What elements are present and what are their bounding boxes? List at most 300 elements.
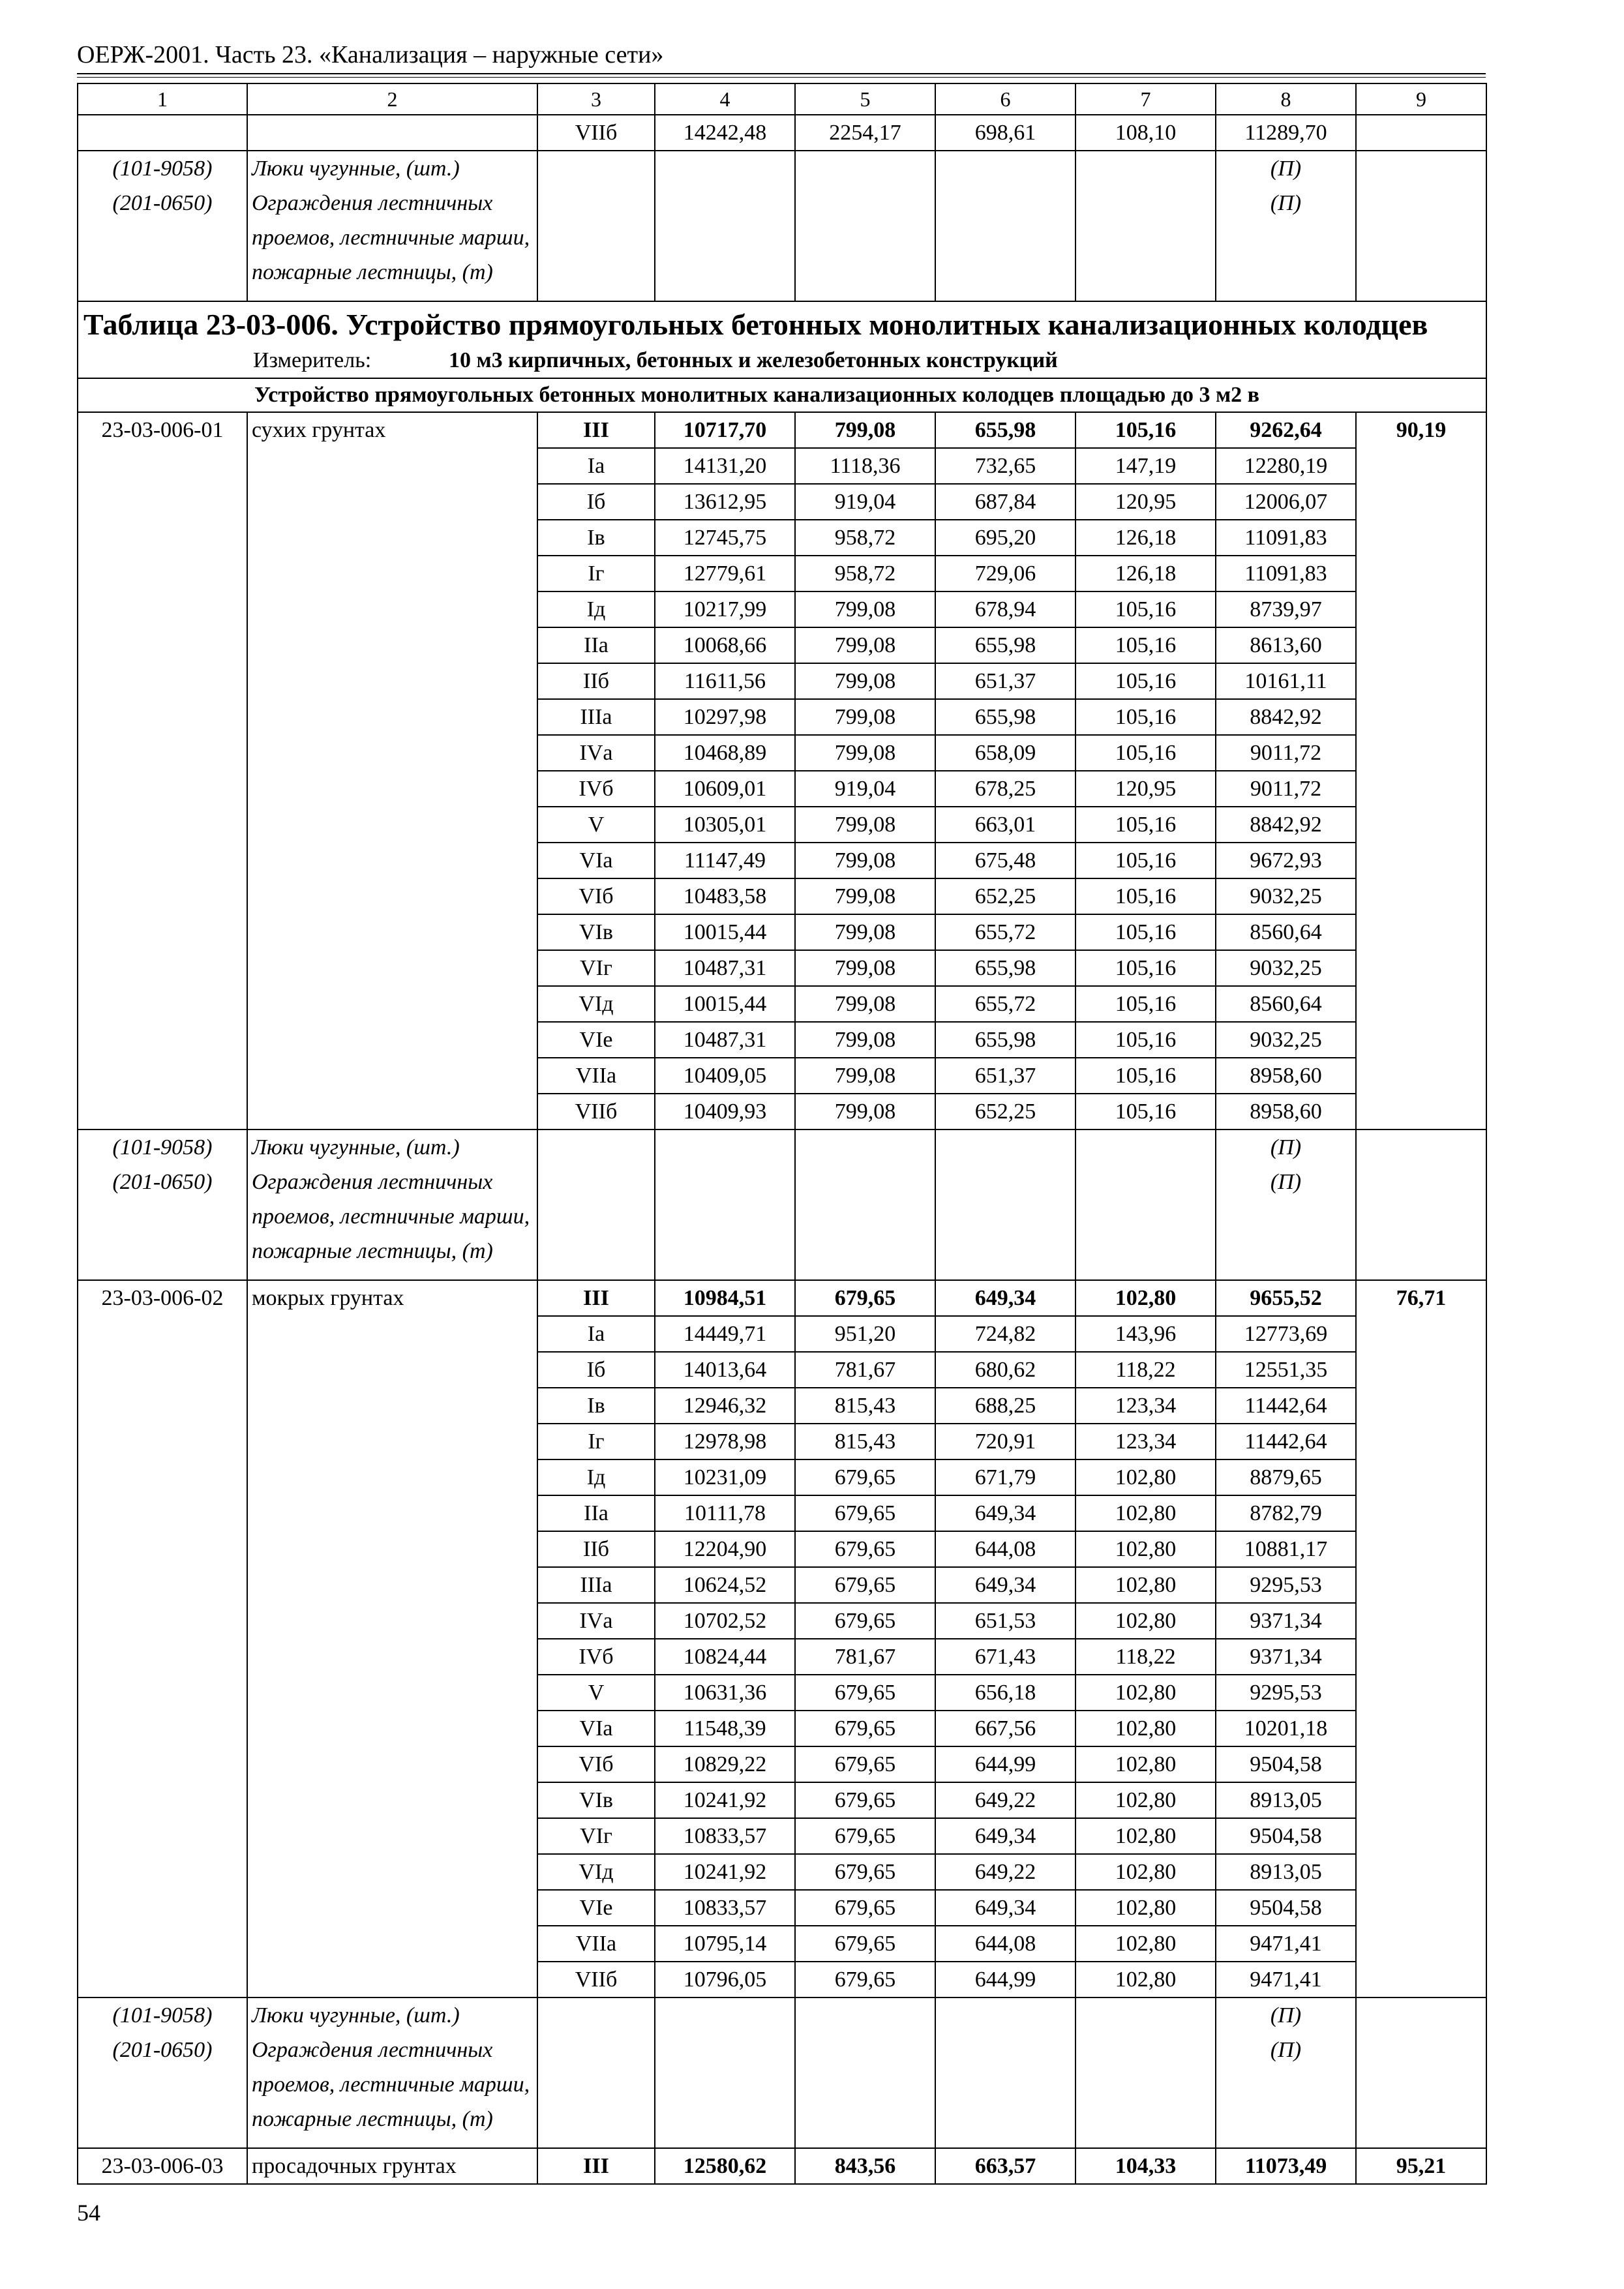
rate-value: 799,08: [795, 627, 935, 663]
region-zone: Iб: [537, 484, 655, 520]
rate-value: 671,43: [935, 1639, 1075, 1675]
header-rule: [77, 73, 1486, 78]
rate-value: 9504,58: [1216, 1890, 1356, 1926]
rate-value: 655,72: [935, 914, 1075, 950]
rate-value: 9011,72: [1216, 771, 1356, 807]
empty-cell: [537, 1130, 655, 1280]
rate-value: 10624,52: [655, 1567, 795, 1603]
column-number: 8: [1216, 83, 1356, 115]
rate-value: 12204,90: [655, 1531, 795, 1567]
material-code: (101-9058): [112, 157, 213, 181]
empty-cell: [1356, 151, 1486, 301]
region-zone: IIа: [537, 627, 655, 663]
material-value: (П): [1270, 2003, 1302, 2027]
item-name: сухих грунтах: [247, 412, 537, 1130]
rate-value: 649,34: [935, 1280, 1075, 1316]
material-codes: [78, 151, 247, 301]
rate-value: 679,65: [795, 1531, 935, 1567]
rate-value: 11147,49: [655, 843, 795, 878]
rate-value: 9471,41: [1216, 1926, 1356, 1962]
material-value: (П): [1270, 1170, 1302, 1194]
region-zone: Iв: [537, 1388, 655, 1424]
meter-label: Измеритель:: [253, 348, 372, 372]
empty-cell: [537, 1997, 655, 2148]
region-zone: VIIб: [537, 1962, 655, 1997]
rate-value: 102,80: [1075, 1603, 1216, 1639]
region-zone: IVа: [537, 735, 655, 771]
rate-value: 649,34: [935, 1890, 1075, 1926]
empty-cell: [537, 151, 655, 301]
material-code: (201-0650): [112, 191, 213, 215]
rate-value: 118,22: [1075, 1352, 1216, 1388]
rate-value: 9295,53: [1216, 1567, 1356, 1603]
labor-cost: 95,21: [1356, 2148, 1486, 2184]
rate-value: 10231,09: [655, 1459, 795, 1495]
rate-value: 8913,05: [1216, 1854, 1356, 1890]
rate-value: 9672,93: [1216, 843, 1356, 878]
region-zone: Iа: [537, 448, 655, 484]
region-zone: Iб: [537, 1352, 655, 1388]
material-code: (201-0650): [112, 1170, 213, 1194]
region-zone: IIIа: [537, 699, 655, 735]
rate-value: 102,80: [1075, 1818, 1216, 1854]
rate-value: 799,08: [795, 914, 935, 950]
rate-value: 651,53: [935, 1603, 1075, 1639]
rate-value: 8739,97: [1216, 591, 1356, 627]
material-name: Люки чугунные, (шт.): [252, 2003, 460, 2027]
rate-value: 679,65: [795, 1962, 935, 1997]
rate-value: 815,43: [795, 1424, 935, 1459]
empty-cell: [247, 115, 537, 151]
rate-value: 724,82: [935, 1316, 1075, 1352]
column-number: 9: [1356, 83, 1486, 115]
region-zone: III: [537, 412, 655, 448]
empty-cell: [78, 115, 247, 151]
column-number: 4: [655, 83, 795, 115]
rate-value: 105,16: [1075, 627, 1216, 663]
rate-value: 781,67: [795, 1639, 935, 1675]
rate-value: 10468,89: [655, 735, 795, 771]
rate-value: 11442,64: [1216, 1424, 1356, 1459]
rate-value: 9295,53: [1216, 1675, 1356, 1711]
region-zone: VIIа: [537, 1058, 655, 1094]
rate-value: 10487,31: [655, 1022, 795, 1058]
rate-value: 8613,60: [1216, 627, 1356, 663]
rate-value: 9504,58: [1216, 1818, 1356, 1854]
column-number: 2: [247, 83, 537, 115]
material-name: Ограждения лестничных проемов, лестничные марши, пожарные лестницы, (т): [252, 2038, 530, 2131]
region-zone: V: [537, 1675, 655, 1711]
rate-value: 102,80: [1075, 1495, 1216, 1531]
empty-cell: [655, 1130, 795, 1280]
rate-value: 679,65: [795, 1603, 935, 1639]
rate-value: 102,80: [1075, 1675, 1216, 1711]
rate-value: 799,08: [795, 1094, 935, 1130]
rate-value: 651,37: [935, 1058, 1075, 1094]
rate-value: 10824,44: [655, 1639, 795, 1675]
rate-value: 10015,44: [655, 986, 795, 1022]
rate-value: 655,98: [935, 699, 1075, 735]
material-name: Люки чугунные, (шт.): [252, 1135, 460, 1159]
labor-cost: 76,71: [1356, 1280, 1486, 1997]
material-name: Люки чугунные, (шт.): [252, 157, 460, 181]
rate-value: 14242,48: [655, 115, 795, 151]
rate-value: 10833,57: [655, 1818, 795, 1854]
rate-row: [78, 2148, 1486, 2184]
item-name: просадочных грунтах: [247, 2148, 537, 2184]
rate-value: 11091,83: [1216, 520, 1356, 556]
material-value: (П): [1270, 2038, 1302, 2062]
table-title-cell: [78, 301, 1486, 378]
rate-value: 799,08: [795, 591, 935, 627]
rate-value: 655,98: [935, 1022, 1075, 1058]
rate-value: 678,25: [935, 771, 1075, 807]
rate-value: 10702,52: [655, 1603, 795, 1639]
rate-value: 799,08: [795, 807, 935, 843]
rate-value: 10483,58: [655, 878, 795, 914]
rate-value: 102,80: [1075, 1531, 1216, 1567]
rate-value: 12745,75: [655, 520, 795, 556]
rate-value: 105,16: [1075, 843, 1216, 878]
rate-value: 12773,69: [1216, 1316, 1356, 1352]
region-zone: IIб: [537, 1531, 655, 1567]
rate-value: 9471,41: [1216, 1962, 1356, 1997]
rate-value: 105,16: [1075, 735, 1216, 771]
rate-value: 8958,60: [1216, 1058, 1356, 1094]
rate-value: 102,80: [1075, 1890, 1216, 1926]
rate-value: 123,34: [1075, 1388, 1216, 1424]
rate-value: 958,72: [795, 520, 935, 556]
rate-value: 679,65: [795, 1818, 935, 1854]
rate-value: 687,84: [935, 484, 1075, 520]
rate-value: 10409,05: [655, 1058, 795, 1094]
rate-value: 12006,07: [1216, 484, 1356, 520]
rate-value: 10487,31: [655, 950, 795, 986]
rate-value: 649,22: [935, 1782, 1075, 1818]
rate-value: 104,33: [1075, 2148, 1216, 2184]
item-code: 23-03-006-01: [78, 412, 247, 1130]
rate-value: 919,04: [795, 484, 935, 520]
rate-value: 679,65: [795, 1746, 935, 1782]
rate-value: 105,16: [1075, 412, 1216, 448]
rate-value: 663,57: [935, 2148, 1075, 2184]
rate-value: 843,56: [795, 2148, 935, 2184]
column-number: 5: [795, 83, 935, 115]
rate-value: 9262,64: [1216, 412, 1356, 448]
rate-value: 732,65: [935, 448, 1075, 484]
rate-value: 9032,25: [1216, 1022, 1356, 1058]
rate-value: 10881,17: [1216, 1531, 1356, 1567]
column-number: 6: [935, 83, 1075, 115]
rate-value: 102,80: [1075, 1567, 1216, 1603]
rate-value: 675,48: [935, 843, 1075, 878]
rate-value: 14013,64: [655, 1352, 795, 1388]
rate-value: 8560,64: [1216, 986, 1356, 1022]
rate-value: 10217,99: [655, 591, 795, 627]
rate-value: 1118,36: [795, 448, 935, 484]
rate-value: 729,06: [935, 556, 1075, 591]
rate-value: 118,22: [1075, 1639, 1216, 1675]
rate-value: 120,95: [1075, 484, 1216, 520]
rate-value: 919,04: [795, 771, 935, 807]
material-code: (101-9058): [112, 2003, 213, 2027]
empty-cell: [795, 1130, 935, 1280]
rate-value: 105,16: [1075, 914, 1216, 950]
rate-value: 10829,22: [655, 1746, 795, 1782]
rate-value: 799,08: [795, 1058, 935, 1094]
rate-value: 102,80: [1075, 1962, 1216, 1997]
rate-value: 12779,61: [655, 556, 795, 591]
rate-value: 123,34: [1075, 1424, 1216, 1459]
rate-value: 14449,71: [655, 1316, 795, 1352]
rate-value: 649,34: [935, 1567, 1075, 1603]
empty-cell: [935, 1130, 1075, 1280]
material-names: [247, 1997, 537, 2148]
region-zone: V: [537, 807, 655, 843]
rate-row: [78, 412, 1486, 448]
region-zone: VIа: [537, 1711, 655, 1746]
rate-value: 120,95: [1075, 771, 1216, 807]
rate-value: 655,72: [935, 986, 1075, 1022]
rate-value: 644,99: [935, 1962, 1075, 1997]
rate-value: 105,16: [1075, 807, 1216, 843]
rate-value: 652,25: [935, 878, 1075, 914]
rate-value: 644,08: [935, 1531, 1075, 1567]
rate-value: 10609,01: [655, 771, 795, 807]
region-zone: Iа: [537, 1316, 655, 1352]
rate-value: 10717,70: [655, 412, 795, 448]
rate-value: 10201,18: [1216, 1711, 1356, 1746]
material-name: Ограждения лестничных проемов, лестничные марши, пожарные лестницы, (т): [252, 1170, 530, 1263]
rate-value: 105,16: [1075, 1094, 1216, 1130]
rate-value: 105,16: [1075, 950, 1216, 986]
rate-value: 9371,34: [1216, 1639, 1356, 1675]
rate-value: 105,16: [1075, 591, 1216, 627]
item-code: 23-03-006-03: [78, 2148, 247, 2184]
rate-value: 649,34: [935, 1818, 1075, 1854]
rate-value: 102,80: [1075, 1926, 1216, 1962]
rate-value: 2254,17: [795, 115, 935, 151]
table-title: Таблица 23-03-006. Устройство прямоугольных бетонных монолитных канализационных колодцев: [83, 308, 1428, 341]
region-zone: IVб: [537, 1639, 655, 1675]
rate-value: 13612,95: [655, 484, 795, 520]
rate-value: 8842,92: [1216, 807, 1356, 843]
material-values: [1216, 151, 1356, 301]
rate-value: 679,65: [795, 1890, 935, 1926]
rate-value: 958,72: [795, 556, 935, 591]
rate-value: 108,10: [1075, 115, 1216, 151]
rate-value: 679,65: [795, 1854, 935, 1890]
rate-value: 10796,05: [655, 1962, 795, 1997]
material-codes: [78, 1130, 247, 1280]
materials-row: [78, 1130, 1486, 1280]
rate-value: 799,08: [795, 412, 935, 448]
rate-value: 671,79: [935, 1459, 1075, 1495]
empty-cell: [655, 151, 795, 301]
rate-value: 11442,64: [1216, 1388, 1356, 1424]
rate-value: 12580,62: [655, 2148, 795, 2184]
region-zone: VIIа: [537, 1926, 655, 1962]
page-number: 54: [77, 2200, 100, 2226]
rate-value: 105,16: [1075, 1022, 1216, 1058]
rate-value: 679,65: [795, 1280, 935, 1316]
document-page: [77, 39, 1486, 2185]
rate-value: 679,65: [795, 1782, 935, 1818]
rate-value: 102,80: [1075, 1280, 1216, 1316]
column-number: 1: [78, 83, 247, 115]
rate-value: 9655,52: [1216, 1280, 1356, 1316]
section-heading: Устройство прямоугольных бетонных монолитных канализационных колодцев площадью до 3 м2 в: [78, 378, 1486, 412]
rate-value: 655,98: [935, 950, 1075, 986]
rate-value: 105,16: [1075, 1058, 1216, 1094]
rate-value: 8560,64: [1216, 914, 1356, 950]
rate-value: 14131,20: [655, 448, 795, 484]
region-zone: VIд: [537, 986, 655, 1022]
rate-value: 799,08: [795, 986, 935, 1022]
region-zone: VIа: [537, 843, 655, 878]
rate-value: 815,43: [795, 1388, 935, 1424]
section-row: [78, 378, 1486, 412]
material-code: (201-0650): [112, 2038, 213, 2062]
rate-value: 11091,83: [1216, 556, 1356, 591]
rate-value: 680,62: [935, 1352, 1075, 1388]
rate-value: 102,80: [1075, 1459, 1216, 1495]
rate-value: 644,08: [935, 1926, 1075, 1962]
rate-value: 126,18: [1075, 556, 1216, 591]
table-title-row: [78, 301, 1486, 378]
region-zone: Iд: [537, 591, 655, 627]
region-zone: VIб: [537, 878, 655, 914]
rate-value: 12551,35: [1216, 1352, 1356, 1388]
rate-value: 102,80: [1075, 1782, 1216, 1818]
empty-cell: [1356, 115, 1486, 151]
rate-value: 10068,66: [655, 627, 795, 663]
rate-value: 679,65: [795, 1459, 935, 1495]
material-values: [1216, 1997, 1356, 2148]
region-zone: VIе: [537, 1022, 655, 1058]
region-zone: III: [537, 1280, 655, 1316]
rate-value: 8879,65: [1216, 1459, 1356, 1495]
empty-cell: [655, 1997, 795, 2148]
region-zone: VIIб: [537, 115, 655, 151]
rate-value: 105,16: [1075, 663, 1216, 699]
rate-value: 720,91: [935, 1424, 1075, 1459]
rate-value: 679,65: [795, 1711, 935, 1746]
rate-value: 11289,70: [1216, 115, 1356, 151]
rate-value: 126,18: [1075, 520, 1216, 556]
rate-value: 12946,32: [655, 1388, 795, 1424]
column-number: 7: [1075, 83, 1216, 115]
rate-value: 655,98: [935, 412, 1075, 448]
rate-value: 11611,56: [655, 663, 795, 699]
rate-value: 679,65: [795, 1675, 935, 1711]
rate-value: 8958,60: [1216, 1094, 1356, 1130]
rate-value: 799,08: [795, 878, 935, 914]
empty-cell: [1356, 1130, 1486, 1280]
rate-value: 679,65: [795, 1567, 935, 1603]
rate-value: 658,09: [935, 735, 1075, 771]
rate-value: 799,08: [795, 1022, 935, 1058]
region-zone: VIб: [537, 1746, 655, 1782]
rate-value: 9371,34: [1216, 1603, 1356, 1639]
rate-value: 105,16: [1075, 986, 1216, 1022]
rate-value: 10795,14: [655, 1926, 795, 1962]
region-zone: IIIа: [537, 1567, 655, 1603]
rate-value: 695,20: [935, 520, 1075, 556]
rate-value: 102,80: [1075, 1854, 1216, 1890]
region-zone: Iв: [537, 520, 655, 556]
rate-value: 10111,78: [655, 1495, 795, 1531]
material-name: Ограждения лестничных проемов, лестничные марши, пожарные лестницы, (т): [252, 191, 530, 284]
region-zone: VIIб: [537, 1094, 655, 1130]
meter-value: 10 м3 кирпичных, бетонных и железобетонных конструкций: [449, 348, 1058, 372]
material-values: [1216, 1130, 1356, 1280]
materials-row: [78, 1997, 1486, 2148]
rate-row: [78, 115, 1486, 151]
region-zone: Iг: [537, 1424, 655, 1459]
material-code: (101-9058): [112, 1135, 213, 1159]
empty-cell: [795, 1997, 935, 2148]
rate-value: 10833,57: [655, 1890, 795, 1926]
rate-value: 667,56: [935, 1711, 1075, 1746]
rate-value: 951,20: [795, 1316, 935, 1352]
rate-value: 11548,39: [655, 1711, 795, 1746]
rate-value: 799,08: [795, 735, 935, 771]
region-zone: VIв: [537, 914, 655, 950]
rates-table: [77, 83, 1487, 2185]
rate-value: 10241,92: [655, 1782, 795, 1818]
region-zone: Iд: [537, 1459, 655, 1495]
region-zone: VIв: [537, 1782, 655, 1818]
rate-value: 143,96: [1075, 1316, 1216, 1352]
rate-value: 147,19: [1075, 448, 1216, 484]
region-zone: VIг: [537, 1818, 655, 1854]
empty-cell: [935, 1997, 1075, 2148]
rate-value: 663,01: [935, 807, 1075, 843]
empty-cell: [1356, 1997, 1486, 2148]
rate-value: 8842,92: [1216, 699, 1356, 735]
rate-value: 10161,11: [1216, 663, 1356, 699]
empty-cell: [935, 151, 1075, 301]
rate-value: 679,65: [795, 1926, 935, 1962]
region-zone: Iг: [537, 556, 655, 591]
rate-value: 655,98: [935, 627, 1075, 663]
rate-value: 651,37: [935, 663, 1075, 699]
item-name: мокрых грунтах: [247, 1280, 537, 1997]
region-zone: IIб: [537, 663, 655, 699]
rate-value: 12280,19: [1216, 448, 1356, 484]
rate-value: 11073,49: [1216, 2148, 1356, 2184]
region-zone: IIа: [537, 1495, 655, 1531]
empty-cell: [1075, 1130, 1216, 1280]
rate-value: 105,16: [1075, 699, 1216, 735]
region-zone: IVб: [537, 771, 655, 807]
rate-value: 9032,25: [1216, 950, 1356, 986]
rate-value: 698,61: [935, 115, 1075, 151]
rate-value: 8782,79: [1216, 1495, 1356, 1531]
rate-value: 799,08: [795, 950, 935, 986]
item-code: 23-03-006-02: [78, 1280, 247, 1997]
rate-value: 10015,44: [655, 914, 795, 950]
rate-value: 10409,93: [655, 1094, 795, 1130]
rate-value: 9011,72: [1216, 735, 1356, 771]
region-zone: III: [537, 2148, 655, 2184]
rate-value: 679,65: [795, 1495, 935, 1531]
rate-value: 644,99: [935, 1746, 1075, 1782]
region-zone: VIг: [537, 950, 655, 986]
rate-value: 781,67: [795, 1352, 935, 1388]
material-value: (П): [1270, 1135, 1302, 1159]
